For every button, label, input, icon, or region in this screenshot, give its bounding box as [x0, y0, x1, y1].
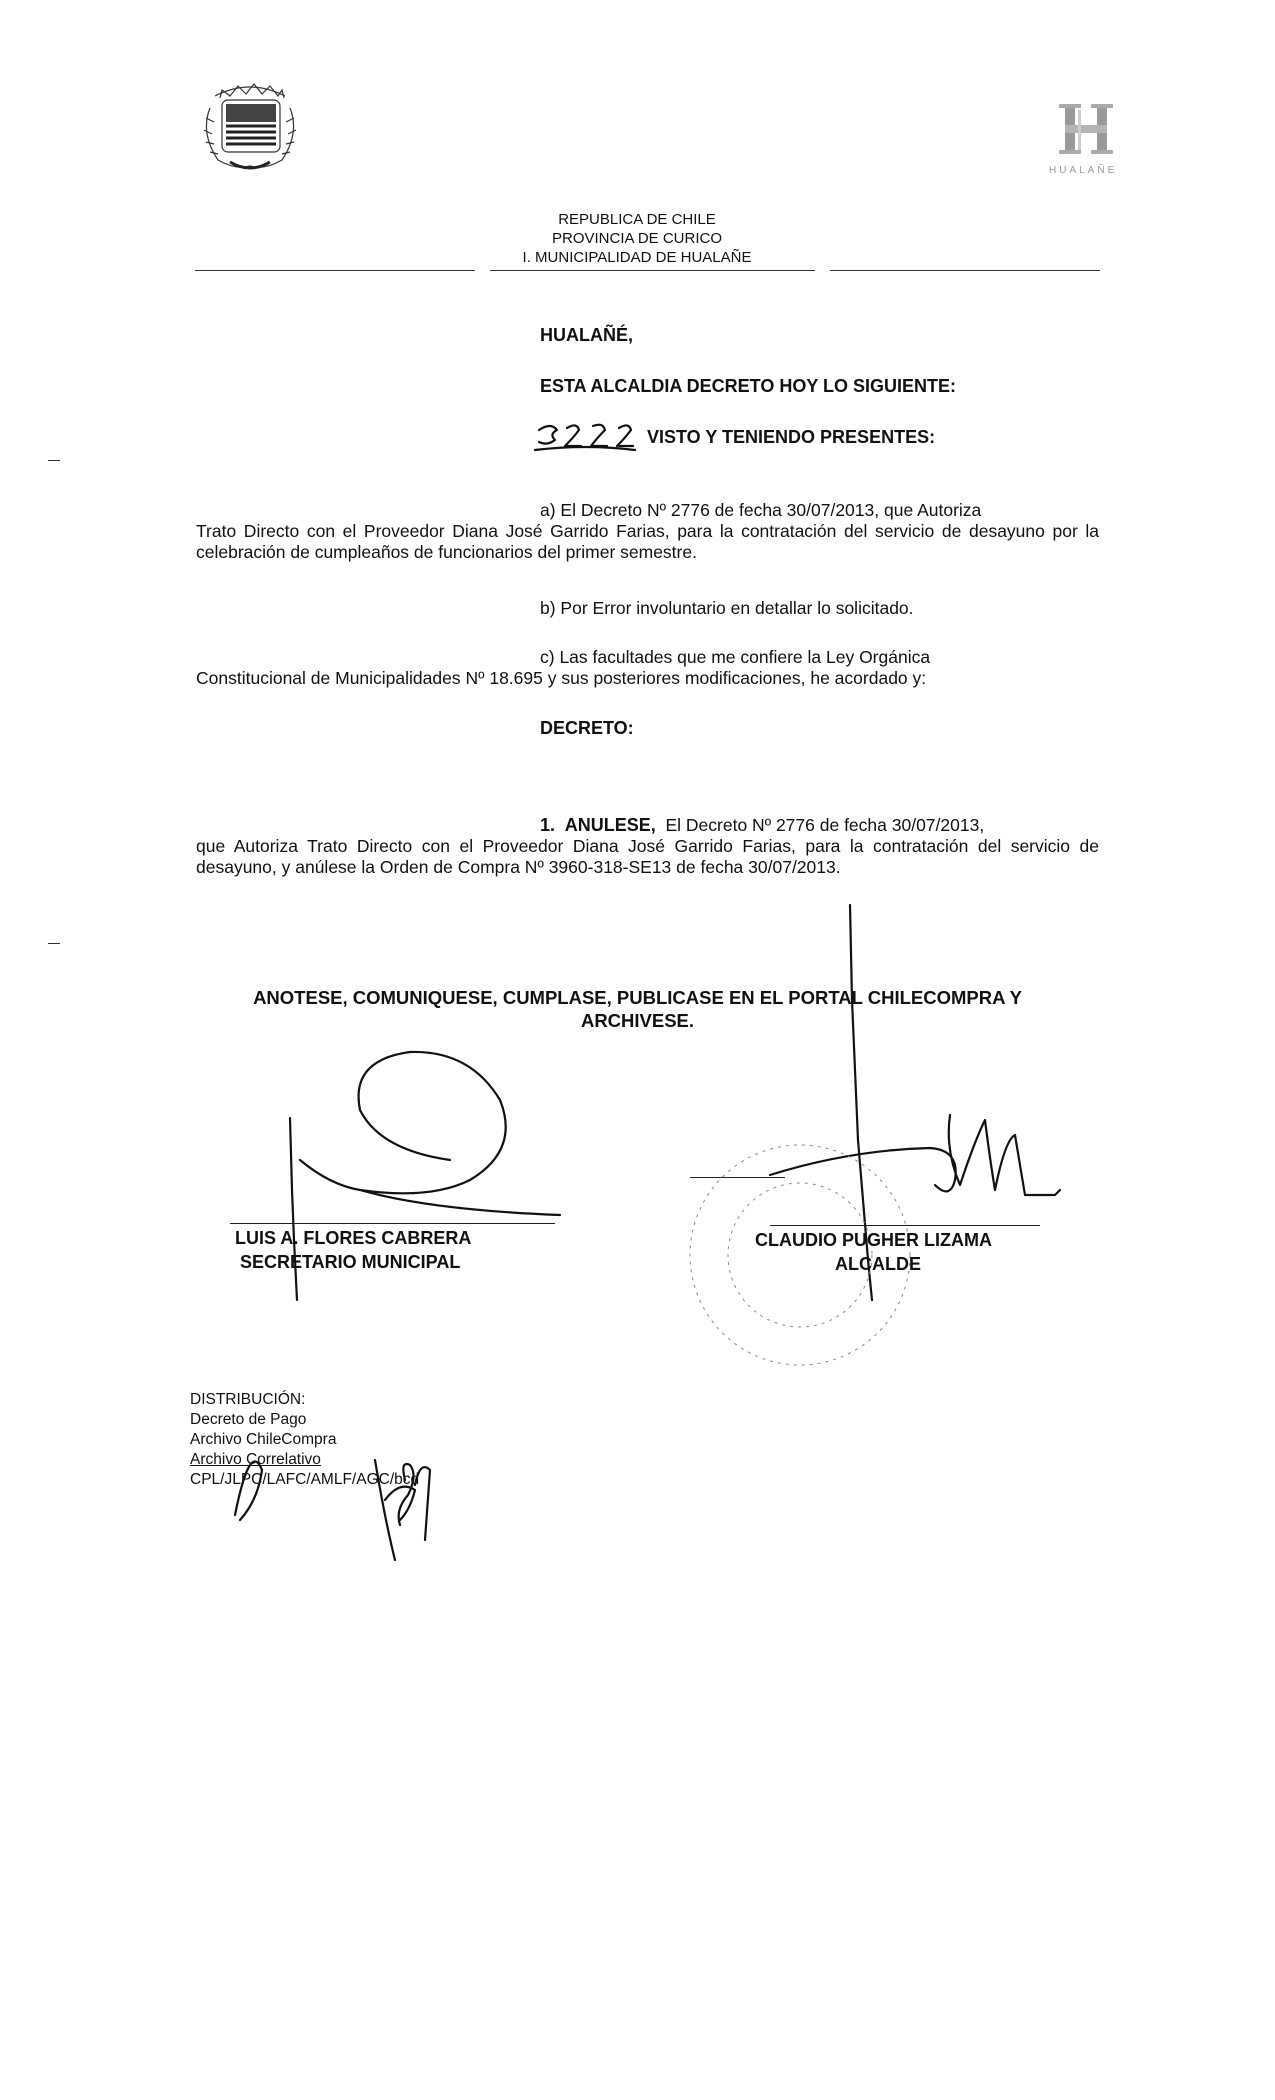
secretary-signature-line: [230, 1223, 555, 1224]
consideration-c-text: Constitucional de Municipalidades Nº 18.695 y sus posteriores modificaciones, he acordado y:: [196, 668, 927, 688]
distribution-item: Archivo ChileCompra: [190, 1431, 337, 1448]
distribution-item: Archivo Correlativo: [190, 1451, 321, 1468]
closing-line-1: ANOTESE, COMUNIQUESE, CUMPLASE, PUBLICASE EN EL PORTAL CHILECOMPRA Y: [253, 987, 1022, 1008]
mayor-name: CLAUDIO PUGHER LIZAMA: [755, 1230, 992, 1250]
consideration-b-first-line: b) Por Error involuntario en detallar lo solicitado.: [540, 598, 914, 618]
closing-line-2: ARCHIVESE.: [580, 1010, 695, 1031]
mayor-signature-line: [690, 1177, 785, 1178]
distribution-block: [190, 1390, 419, 1490]
intro-heading: ESTA ALCALDIA DECRETO HOY LO SIGUIENTE:: [540, 376, 957, 396]
place-heading: HUALAÑÉ,: [540, 325, 633, 345]
secretary-title: SECRETARIO MUNICIPAL: [240, 1252, 461, 1272]
resolution-1-text: que Autoriza Trato Directo con el Proveedor Diana José Garrido Farias, para la contratación del servicio de desayuno, y anúlese la Orden de Compra Nº 3960-318-SE13 de fecha 30/07/2013.: [196, 836, 1099, 877]
mayor-signature-line-2: [770, 1225, 1040, 1226]
distribution-item: Decreto de Pago: [190, 1411, 307, 1428]
distribution-initials: CPL/JLPC/LAFC/AMLF/AGC/bcd: [190, 1471, 420, 1488]
h-brand-logo-text: HUALAÑE: [1049, 165, 1118, 176]
decreto-heading: DECRETO:: [540, 718, 634, 738]
secretary-name: LUIS A. FLORES CABRERA: [235, 1228, 472, 1248]
consideration-c-first-line: c) Las facultades que me confiere la Ley Orgánica: [540, 647, 931, 667]
mayor-signature: [770, 1115, 1060, 1195]
distribution-heading: DISTRIBUCIÓN:: [190, 1391, 306, 1408]
resolution-1-number: 1.: [540, 815, 556, 835]
resolution-1-first-text: El Decreto Nº 2776 de fecha 30/07/2013,: [665, 815, 985, 835]
letterhead-country: REPUBLICA DE CHILE: [558, 211, 716, 228]
consideration-a-text: Trato Directo con el Proveedor Diana José Garrido Farias, para la contratación del servicio de desayuno por la celebración de cumpleaños de funcionarios del primer semestre.: [196, 521, 1099, 562]
letterhead-province: PROVINCIA DE CURICO: [551, 230, 723, 247]
visto-heading: VISTO Y TENIENDO PRESENTES:: [647, 427, 936, 447]
letterhead-municipality: I. MUNICIPALIDAD DE HUALAÑE: [522, 249, 752, 266]
consideration-a-first-line: a) El Decreto Nº 2776 de fecha 30/07/2013, que Autoriza: [540, 500, 982, 520]
mayor-title: ALCALDE: [835, 1254, 921, 1274]
resolution-1-keyword: ANULESE,: [564, 815, 656, 835]
